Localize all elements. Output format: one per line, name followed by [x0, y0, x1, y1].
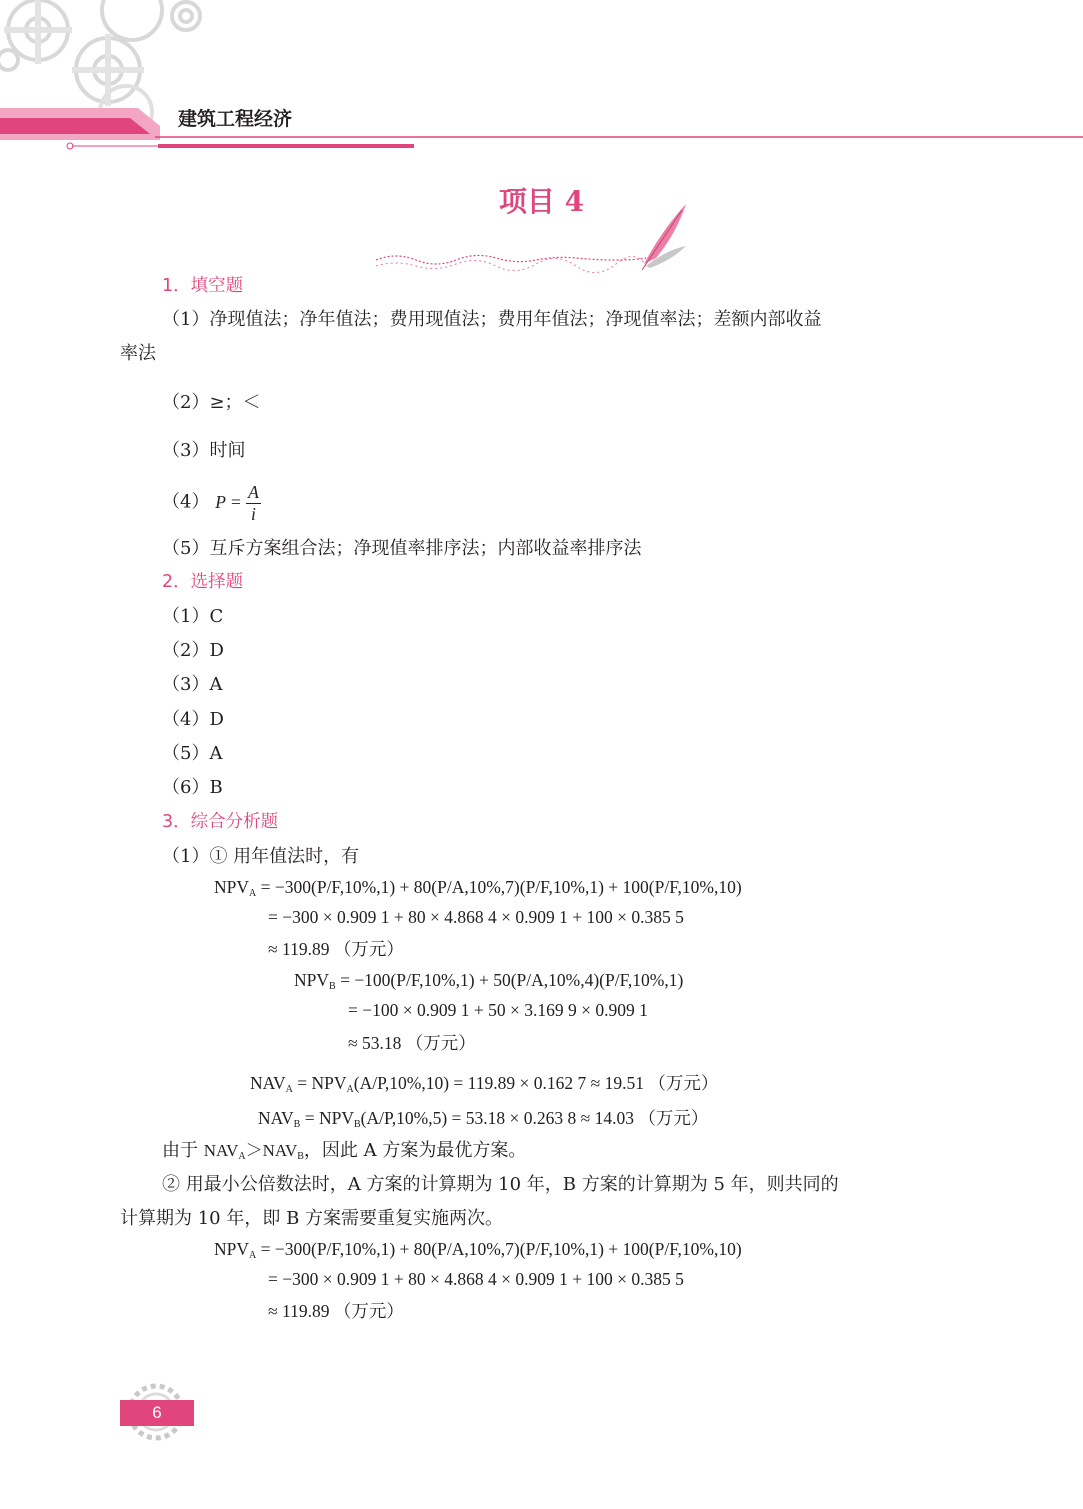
- answer-1-3: （3）时间: [162, 440, 246, 461]
- nav-b-equation: $NAV_B = NPV_B(A/P,10\%,5) = 53.18 \times 0.263$ 8 ≈ 14.03 （万元）: [258, 1108, 709, 1130]
- npv-a-equation-repeat-2: = −300 × 0.909 1 + 80 × 4.868 4 × 0.909 1 + 100 × 0.385 5: [268, 1269, 684, 1289]
- feather-icon: [376, 200, 696, 275]
- page-number: 6: [120, 1400, 194, 1426]
- conclusion-line: 由于 $NAV_A>NAV_B$，因此 A 方案为最优方案。: [162, 1140, 527, 1162]
- npv-a-equation-repeat-1: $NPV_A = -300(P/F,10\%,1) + 80(P/A,10\%,7)(P/F,10\%,1) + 100(P/F,10\%,10)$: [214, 1239, 742, 1261]
- answer-2-4: （4）D: [162, 709, 224, 730]
- npv-b-equation-1: $NPV_B = -100(P/F,10\%,1) + 50(P/A,10\%,4)(P/F,10\%,1)$: [294, 970, 684, 992]
- nav-a-equation: $NAV_A = NPV_A(A/P,10\%,10) = 119.89 \times 0.162$ 7 ≈ 19.51 （万元）: [250, 1073, 719, 1095]
- answer-1-2: （2）≥；＜: [162, 392, 261, 413]
- lcm-method-paragraph-cont: 计算期为 10 年，即 B 方案需要重复实施两次。: [120, 1208, 504, 1229]
- answer-2-2: （2）D: [162, 640, 224, 661]
- analysis-intro: （1）① 用年值法时，有: [162, 846, 360, 867]
- npv-a-result-repeat: ≈ 119.89 （万元）: [268, 1301, 404, 1321]
- section-fill-blank-title: 1．填空题: [162, 276, 244, 296]
- book-title: 建筑工程经济: [178, 108, 293, 130]
- section-analysis-title: 3．综合分析题: [162, 812, 279, 832]
- npv-b-equation-2: = −100 × 0.909 1 + 50 × 3.169 9 × 0.909 1: [348, 1000, 648, 1020]
- answer-2-5: （5）A: [162, 743, 223, 764]
- page-title: 项目 4: [498, 185, 585, 218]
- header-gear-decoration: [0, 0, 1083, 160]
- answer-2-6: （6）B: [162, 777, 223, 798]
- npv-a-result: ≈ 119.89 （万元）: [268, 939, 404, 959]
- answer-1-1: （1）净现值法；净年值法；费用现值法；费用年值法；净现值率法；差额内部收益: [162, 309, 822, 330]
- answer-2-3: （3）A: [162, 674, 223, 695]
- npv-b-result: ≈ 53.18 （万元）: [348, 1033, 476, 1053]
- answer-1-5: （5）互斥方案组合法；净现值率排序法；内部收益率排序法: [162, 538, 642, 559]
- npv-a-equation-1: $NPV_A = -300(P/F,10\%,1) + 80(P/A,10\%,7)(P/F,10\%,1) + 100(P/F,10\%,10)$: [214, 877, 742, 899]
- answer-2-1: （1）C: [162, 606, 224, 627]
- npv-a-equation-2: = −300 × 0.909 1 + 80 × 4.868 4 × 0.909 1 + 100 × 0.385 5: [268, 907, 684, 927]
- answer-1-4-label: （4）: [162, 491, 210, 513]
- section-choice-title: 2．选择题: [162, 572, 244, 592]
- formula-p-equals-a-over-i: P = $\frac{A}{i}$: [215, 482, 259, 524]
- answer-1-4: [162, 482, 261, 525]
- lcm-method-paragraph: ② 用最小公倍数法时，A 方案的计算期为 10 年，B 方案的计算期为 5 年，则共同的: [162, 1174, 839, 1195]
- answer-1-1-cont: 率法: [120, 343, 156, 364]
